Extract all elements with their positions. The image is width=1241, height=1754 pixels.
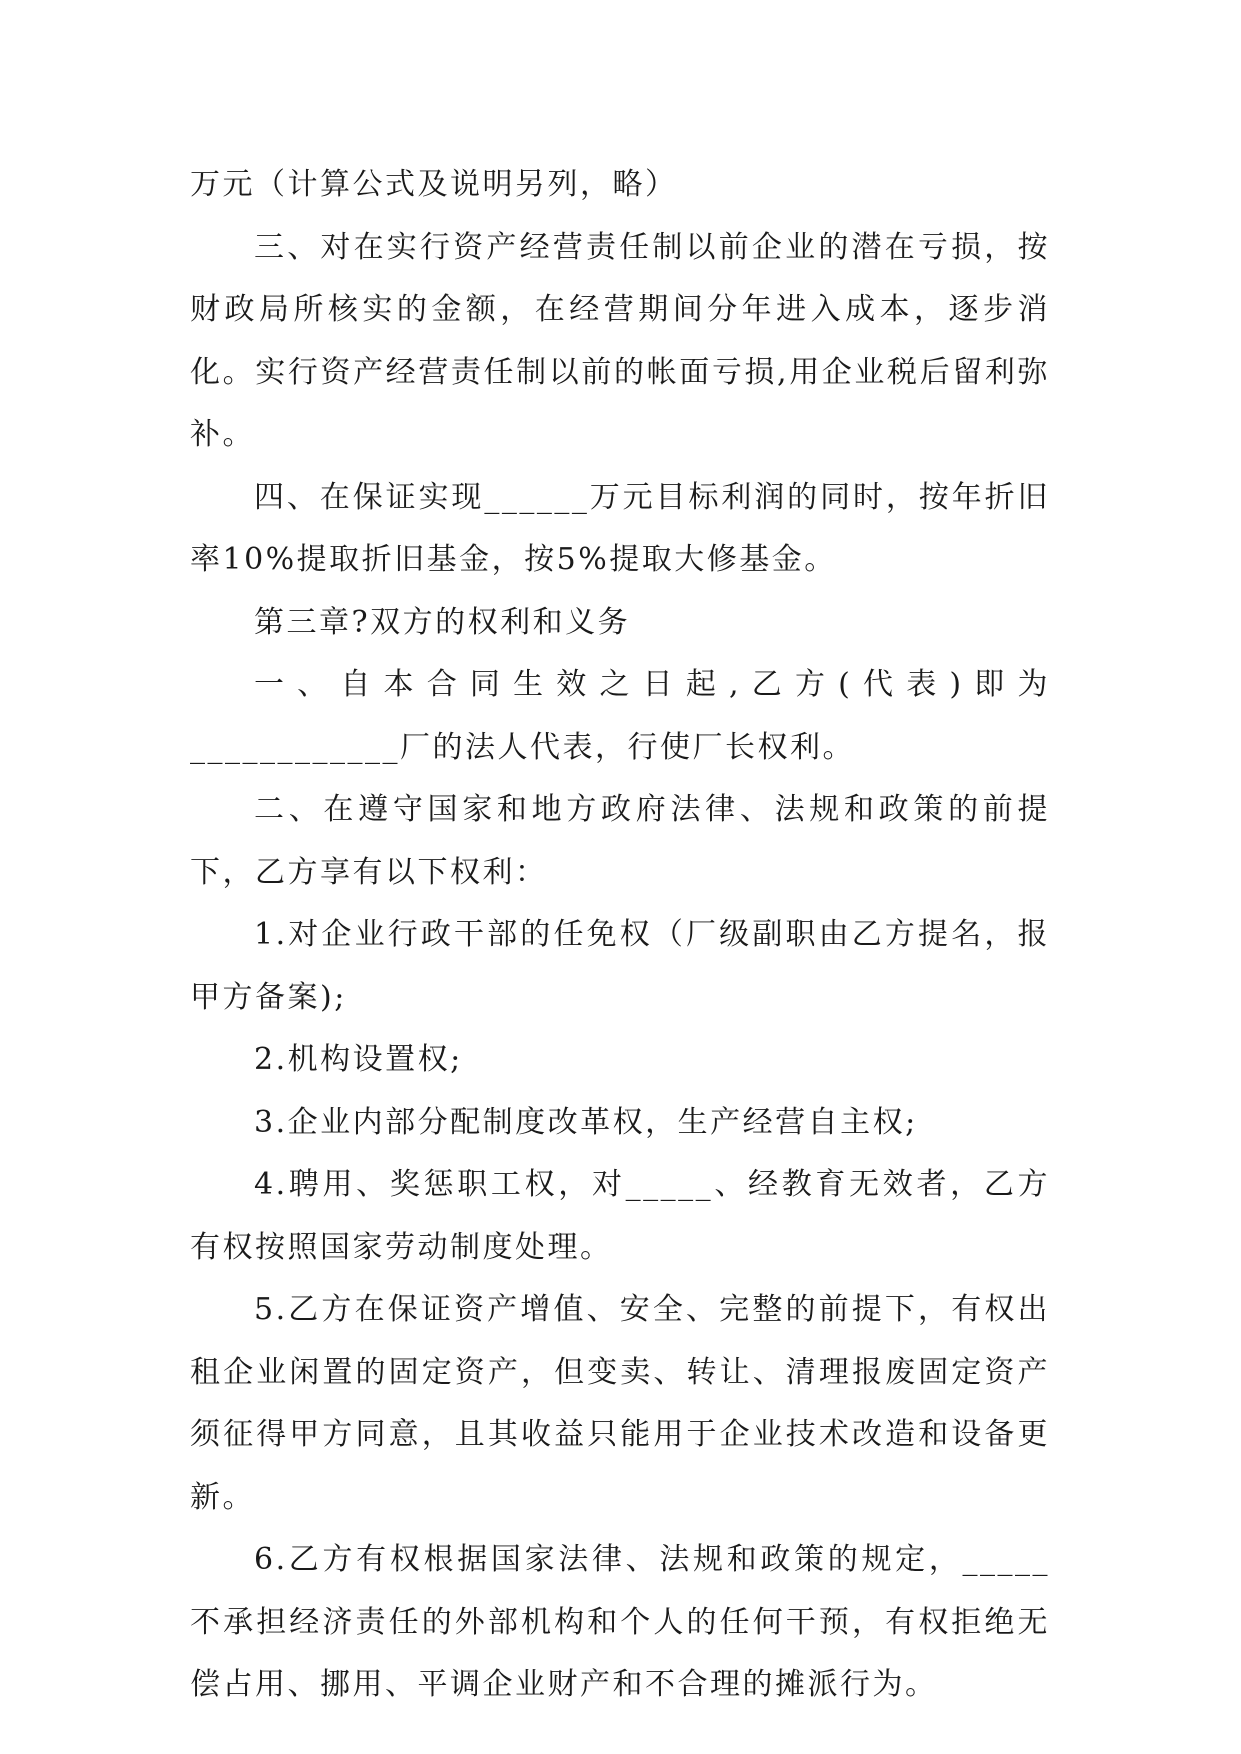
paragraph-clause-three: 三、对在实行资产经营责任制以前企业的潜在亏损，按财政局所核实的金额，在经营期间分年进入成本，逐步消化。实行资产经营责任制以前的帐面亏损,用企业税后留利弥补。: [190, 229, 1050, 452]
paragraph-formula-note: 万元（计算公式及说明另列，略）: [190, 167, 678, 202]
paragraph-clause-four: 四、在保证实现______万元目标利润的同时，按年折旧率10%提取折旧基金，按5%提取大修基金。: [190, 479, 1050, 577]
list-item-2: 2.机构设置权;: [254, 1042, 463, 1077]
list-item-4: 4.聘用、奖惩职工权，对_____、经教育无效者，乙方有权按照国家劳动制度处理。: [190, 1167, 1050, 1265]
list-item-6: 6.乙方有权根据国家法律、法规和政策的规定，_____不承担经济责任的外部机构和个人的任何干预，有权拒绝无偿占用、挪用、平调企业财产和不合理的摊派行为。: [190, 1542, 1050, 1702]
chapter-three-heading: 第三章?双方的权利和义务: [254, 604, 631, 640]
list-item-1: 1.对企业行政干部的任免权（厂级副职由乙方提名，报甲方备案);: [190, 917, 1050, 1015]
paragraph-rights-two: 二、在遵守国家和地方政府法律、法规和政策的前提下，乙方享有以下权利：: [190, 792, 1050, 890]
document-body: [190, 154, 1050, 1717]
list-item-5: 5.乙方在保证资产增值、安全、完整的前提下，有权出租企业闲置的固定资产，但变卖、转让、清理报废固定资产须征得甲方同意，且其收益只能用于企业技术改造和设备更新。: [190, 1292, 1050, 1515]
paragraph-rights-one: 一、自本合同生效之日起,乙方(代表)即为____________厂的法人代表，行使厂长权利。: [190, 667, 1050, 765]
list-item-3: 3.企业内部分配制度改革权，生产经营自主权;: [254, 1104, 918, 1140]
